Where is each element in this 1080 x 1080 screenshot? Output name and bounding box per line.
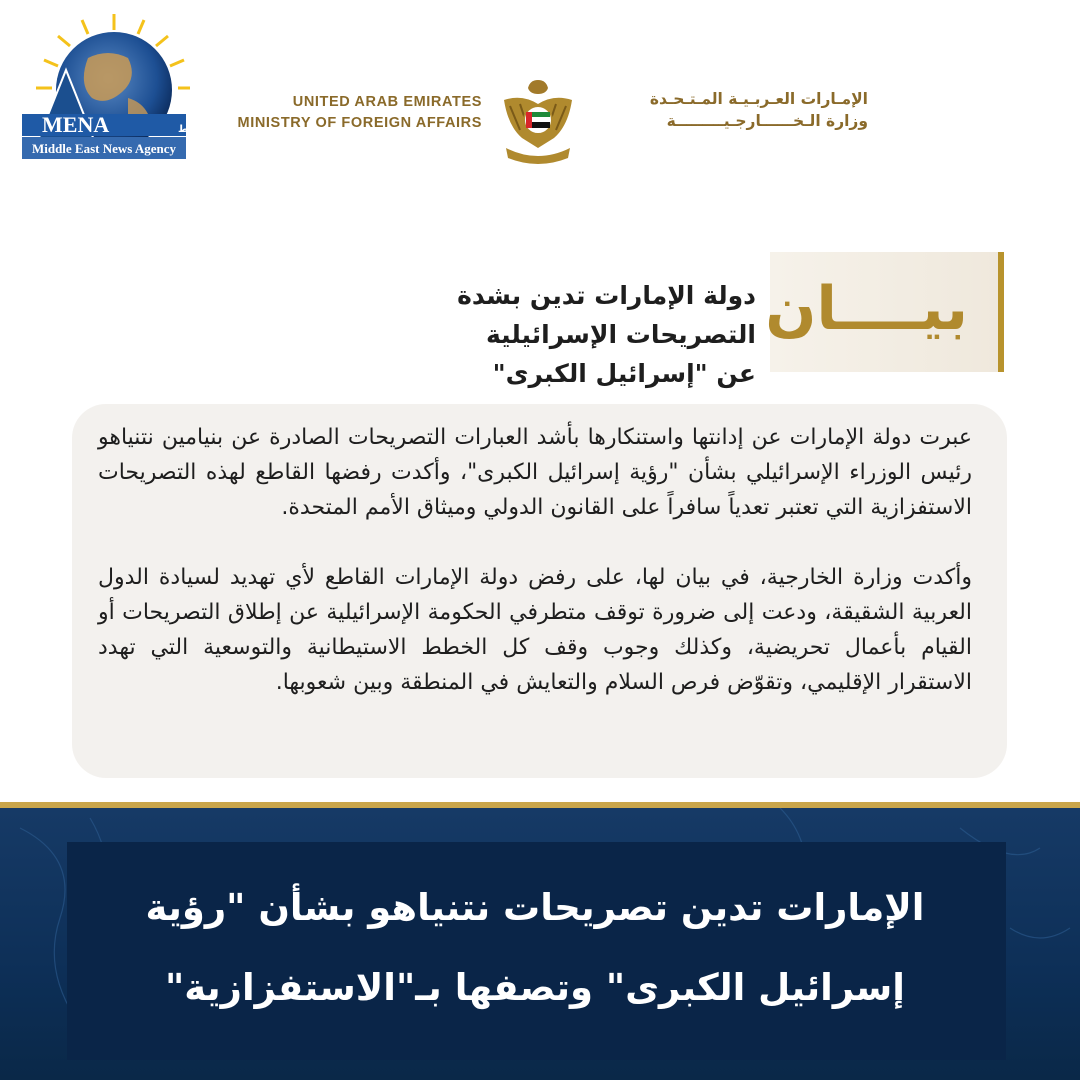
statement-title — [430, 276, 756, 393]
statement-label-box — [765, 252, 1004, 372]
ministry-name-en-line2: MINISTRY OF FOREIGN AFFAIRS — [237, 115, 482, 131]
ministry-name-ar-line1: الإمـارات العـربـيـة المـتـحـدة — [649, 90, 868, 108]
agency-logo-arabic: ط — [178, 124, 189, 135]
ministry-name-en — [200, 92, 482, 134]
mena-logo — [18, 8, 190, 164]
agency-logo-text: MENA — [42, 112, 110, 137]
statement-paragraph-2: وأكدت وزارة الخارجية، في بيان لها، على رفض دولة الإمارات القاطع لأي تهديد لسيادة الدول العربية الشقيقة، ودعت إلى ضرورة توقف متطرفي الحكومة الإسرائيلية عن إطلاق التصريحات أو القيام بأعمال تحريضية، وكذلك وجوب وقف كل الخطط الاستيطانية والتوسعية التي تهدد الاستقرار الإقليمي، وتقوّض فرص السلام والتعايش في المنطقة وبين شعوبها. — [98, 565, 972, 695]
news-headline-line1: الإمارات تدين تصريحات نتنياهو بشأن "رؤية — [145, 886, 925, 929]
statement-body — [98, 420, 972, 700]
news-headline — [90, 868, 980, 1028]
statement-title-line1: دولة الإمارات تدين بشدة التصريحات الإسرائيلية — [457, 281, 756, 349]
agency-name-en: Middle East News Agency — [31, 141, 177, 156]
statement-title-line2: عن "إسرائيل الكبرى" — [492, 359, 756, 388]
news-headline-line2: إسرائيل الكبرى" وتصفها بـ"الاستفزازية" — [165, 966, 905, 1009]
uae-emblem-icon — [496, 74, 580, 166]
statement-label-accent-bar — [998, 252, 1004, 372]
statement-label: بيــــان — [765, 274, 968, 344]
statement-paragraph-1: عبرت دولة الإمارات عن إدانتها واستنكارها بأشد العبارات التصريحات الصادرة عن بنيامين نتنياهو رئيس الوزراء الإسرائيلي بشأن "رؤية إسرائيل الكبرى"، وأكدت رفضها القاطع لهذه التصريحات الاستفزازية التي تعتبر تعدياً سافراً على القانون الدولي وميثاق الأمم المتحدة. — [98, 425, 972, 520]
ministry-name-ar-line2: وزارة الـخــــــارجـيـــــــــة — [666, 112, 868, 130]
ministry-name-en-line1: UNITED ARAB EMIRATES — [292, 94, 482, 110]
ministry-name-ar — [596, 88, 868, 132]
